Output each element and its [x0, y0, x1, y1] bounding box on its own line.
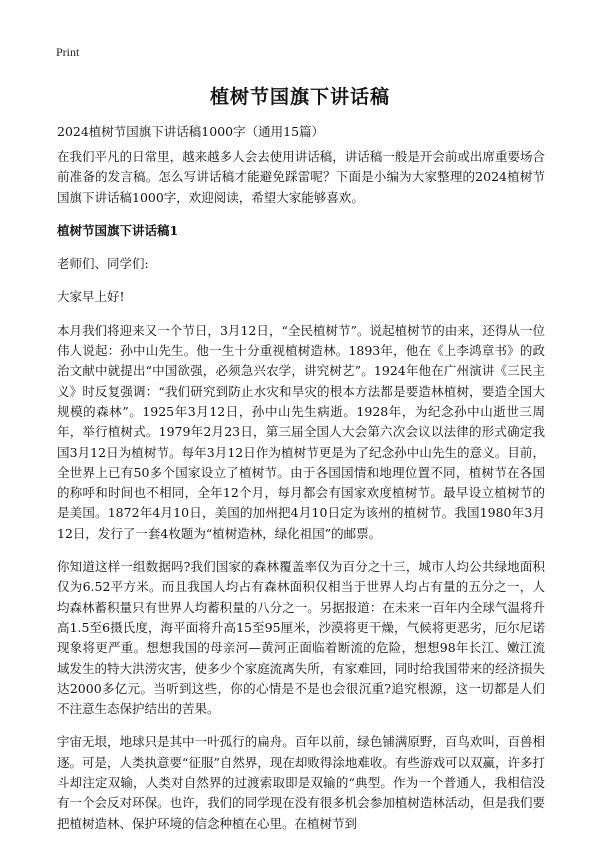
body-paragraph: 本月我们将迎来又一个节日，3月12日，“全民植树节”。说起植树节的由来，还得从一位伟人说起：孙中山先生。他一生十分重视植树造林。1893年，他在《上李鸿章书》的政治文献中就提出“中国欲强，必须急兴农学，讲究树艺”。1924年他在广州演讲《三民主义》时反复强调：“我们研究到防止水灾和旱灾的根本方法都是要造林植树，要造全国大规模的森林”。1925年3月12日，孙中山先生病逝。1928年，为纪念孙中山逝世三周年，举行植树式。1979年2月23日，第三届全国人大会第六次会议以法律的形式确定我国3月12日为植树节。每年3月12日作为植树节更是为了纪念孙中山先生的意义。目前，全世界上已有50多个国家设立了植树节。由于各国国情和地理位置不同，植树节在各国的称呼和时间也不相同，全年12个月，每月都会有国家欢度植树节。最早设立植树节的是美国。1872年4月10日，美国的加州把4月10日定为该州的植树节。我国1980年3月12日，发行了一套4枚题为“植树造林，绿化祖国”的邮票。: [57, 322, 545, 541]
greeting-line: 老师们、同学们:: [57, 256, 149, 272]
page-title: 植树节国旗下讲话稿: [209, 86, 390, 108]
print-link[interactable]: Print: [56, 45, 80, 59]
document-subtitle: 2024植树节国旗下讲话稿1000字（通用15篇）: [57, 124, 325, 139]
body-paragraph: 你知道这样一组数据吗?我们国家的森林覆盖率仅为百分之十三，城市人均公共绿地面积仅为6.52平方米。而且我国人均占有森林面积仅相当于世界人均占有量的五分之一，人均森林蓄积量只有世界人均蓄积量的八分之一。另据报道：在未来一百年内全球气温将升高1.5至6摄氏度，海平面将升高15至95厘米，沙漠将更干燥，气候将更恶劣，厄尔尼诺现象将更严重。想想我国的母亲河—黄河正面临着断流的危险，想想98年长江、嫩江流域发生的特大洪涝灾害，使多少个家庭流离失所，有家难回，同时给我国带来的经济损失达2000多亿元。当听到这些，你的心情是不是也会很沉重?追究根源，这一切都是人们不注意生态保护结出的苦果。: [57, 559, 545, 717]
greeting-line: 大家早上好!: [57, 289, 125, 305]
document-body: [57, 147, 545, 847]
body-paragraph: 宇宙无垠，地球只是其中一叶孤行的扁舟。百年以前，绿色铺满原野，百鸟欢叫，百兽相逐。可是，人类执意要“征服”自然界，现在却败得涂地难收。有些游戏可以双赢，许多打斗却注定双输，人类对自然界的过渡索取即是双输的“典型。作为一个普通人，我相信没有一个会反对环保。也许，我们的同学现在没有很多机会参加植树造林活动，但是我们要把植树造林、保护环境的信念种植在心里。在植树节到: [57, 734, 545, 831]
section-heading: 植树节国旗下讲话稿1: [57, 222, 179, 238]
intro-paragraph: 在我们平凡的日常里，越来越多人会去使用讲话稿，讲话稿一般是开会前或出席重要场合前准备的发言稿。怎么写讲话稿才能避免踩雷呢？下面是小编为大家整理的2024植树节国旗下讲话稿1000字，欢迎阅读，希望大家能够喜欢。: [57, 149, 545, 205]
